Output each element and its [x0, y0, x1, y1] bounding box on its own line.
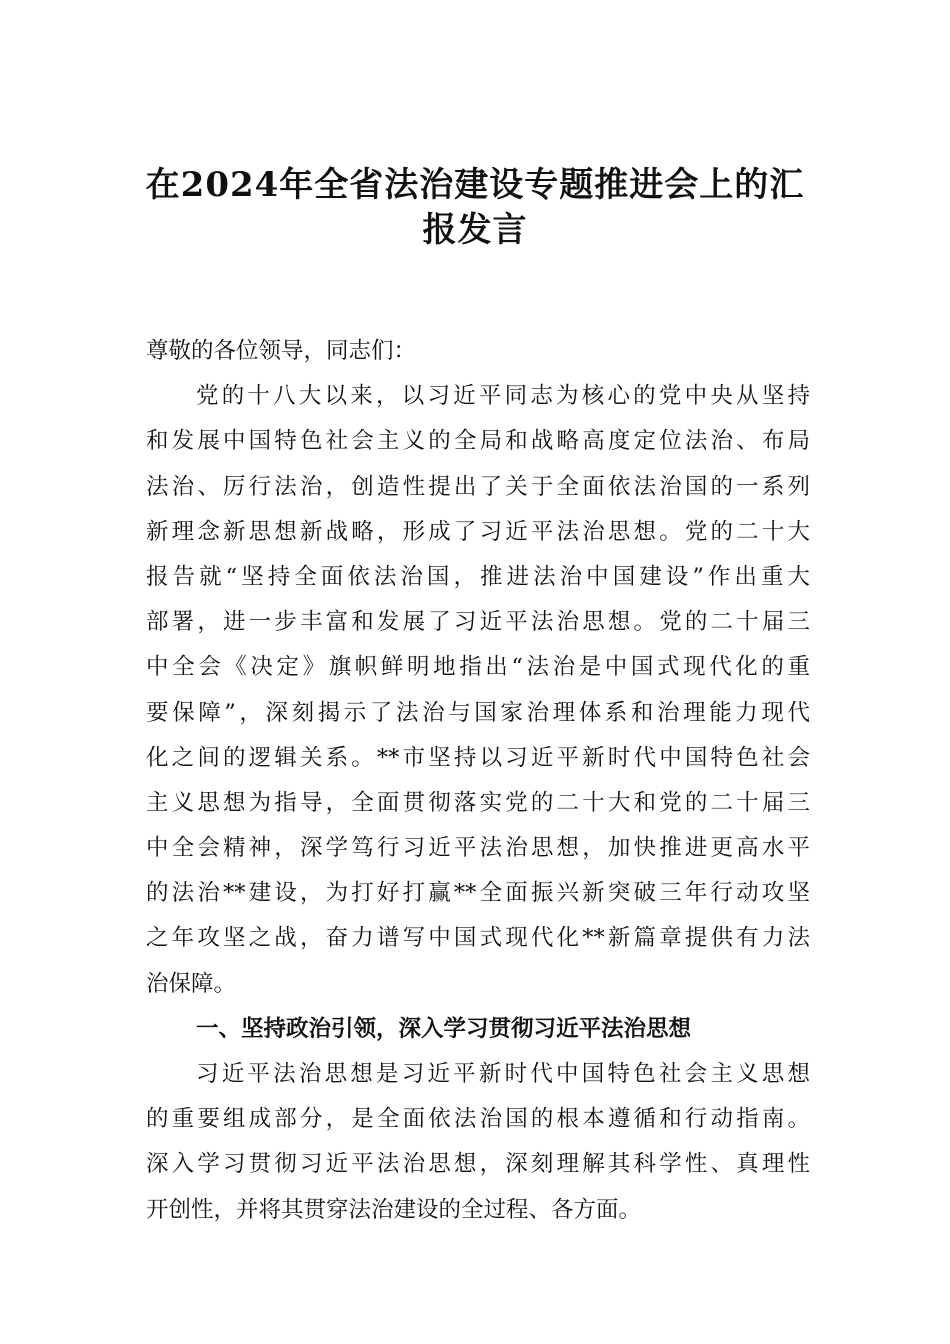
paragraph-1	[146, 374, 810, 1007]
paragraph-line: 党的十八大以来，以习近平同志为核心的党中央从坚持	[196, 383, 810, 410]
paragraph-line: 新理念新思想新战略，形成了习近平法治思想。党的二十大	[146, 518, 810, 545]
document-body	[146, 329, 810, 1233]
paragraph-line: 和发展中国特色社会主义的全局和战略高度定位法治、布局	[146, 428, 810, 455]
paragraph-line: 主义思想为指导，全面贯彻落实党的二十大和党的二十届三	[146, 789, 810, 816]
paragraph-line: 中全会精神，深学笃行习近平法治思想，加快推进更高水平	[146, 835, 810, 862]
paragraph-line: 的法治**建设，为打好打赢**全面振兴新突破三年行动攻坚	[146, 880, 810, 907]
paragraph-line: 部署，进一步丰富和发展了习近平法治思想。党的二十届三	[146, 609, 810, 636]
paragraph-line: 法治、厉行法治，创造性提出了关于全面依法治国的一系列	[146, 473, 810, 500]
paragraph-line: 治保障。	[146, 970, 237, 997]
paragraph-line: 要保障”，深刻揭示了法治与国家治理体系和治理能力现代	[146, 699, 810, 726]
paragraph-line: 报告就“坚持全面依法治国，推进法治中国建设”作出重大	[146, 563, 810, 590]
document-title-line-1: 在2024年全省法治建设专题推进会上的汇	[145, 165, 805, 205]
paragraph-2	[146, 1052, 810, 1233]
salutation: 尊敬的各位领导，同志们：	[146, 338, 417, 364]
paragraph-line: 深入学习贯彻习近平法治思想，深刻理解其科学性、真理性	[146, 1151, 810, 1178]
paragraph-line: 习近平法治思想是习近平新时代中国特色社会主义思想	[196, 1061, 810, 1087]
paragraph-line: 之年攻坚之战，奋力谱写中国式现代化**新篇章提供有力法	[146, 925, 810, 952]
document-title-line-2: 报发言	[422, 210, 528, 250]
section-1-heading: 一、坚持政治引领，深入学习贯彻习近平法治思想	[196, 1015, 692, 1042]
paragraph-line: 化之间的逻辑关系。**市坚持以习近平新时代中国特色社会	[146, 744, 810, 771]
paragraph-line: 中全会《决定》旗帜鲜明地指出“法治是中国式现代化的重	[146, 654, 810, 681]
paragraph-line: 开创性，并将其贯穿法治建设的全过程、各方面。	[146, 1196, 642, 1223]
paragraph-line: 的重要组成部分，是全面依法治国的根本遵循和行动指南。	[146, 1106, 810, 1133]
